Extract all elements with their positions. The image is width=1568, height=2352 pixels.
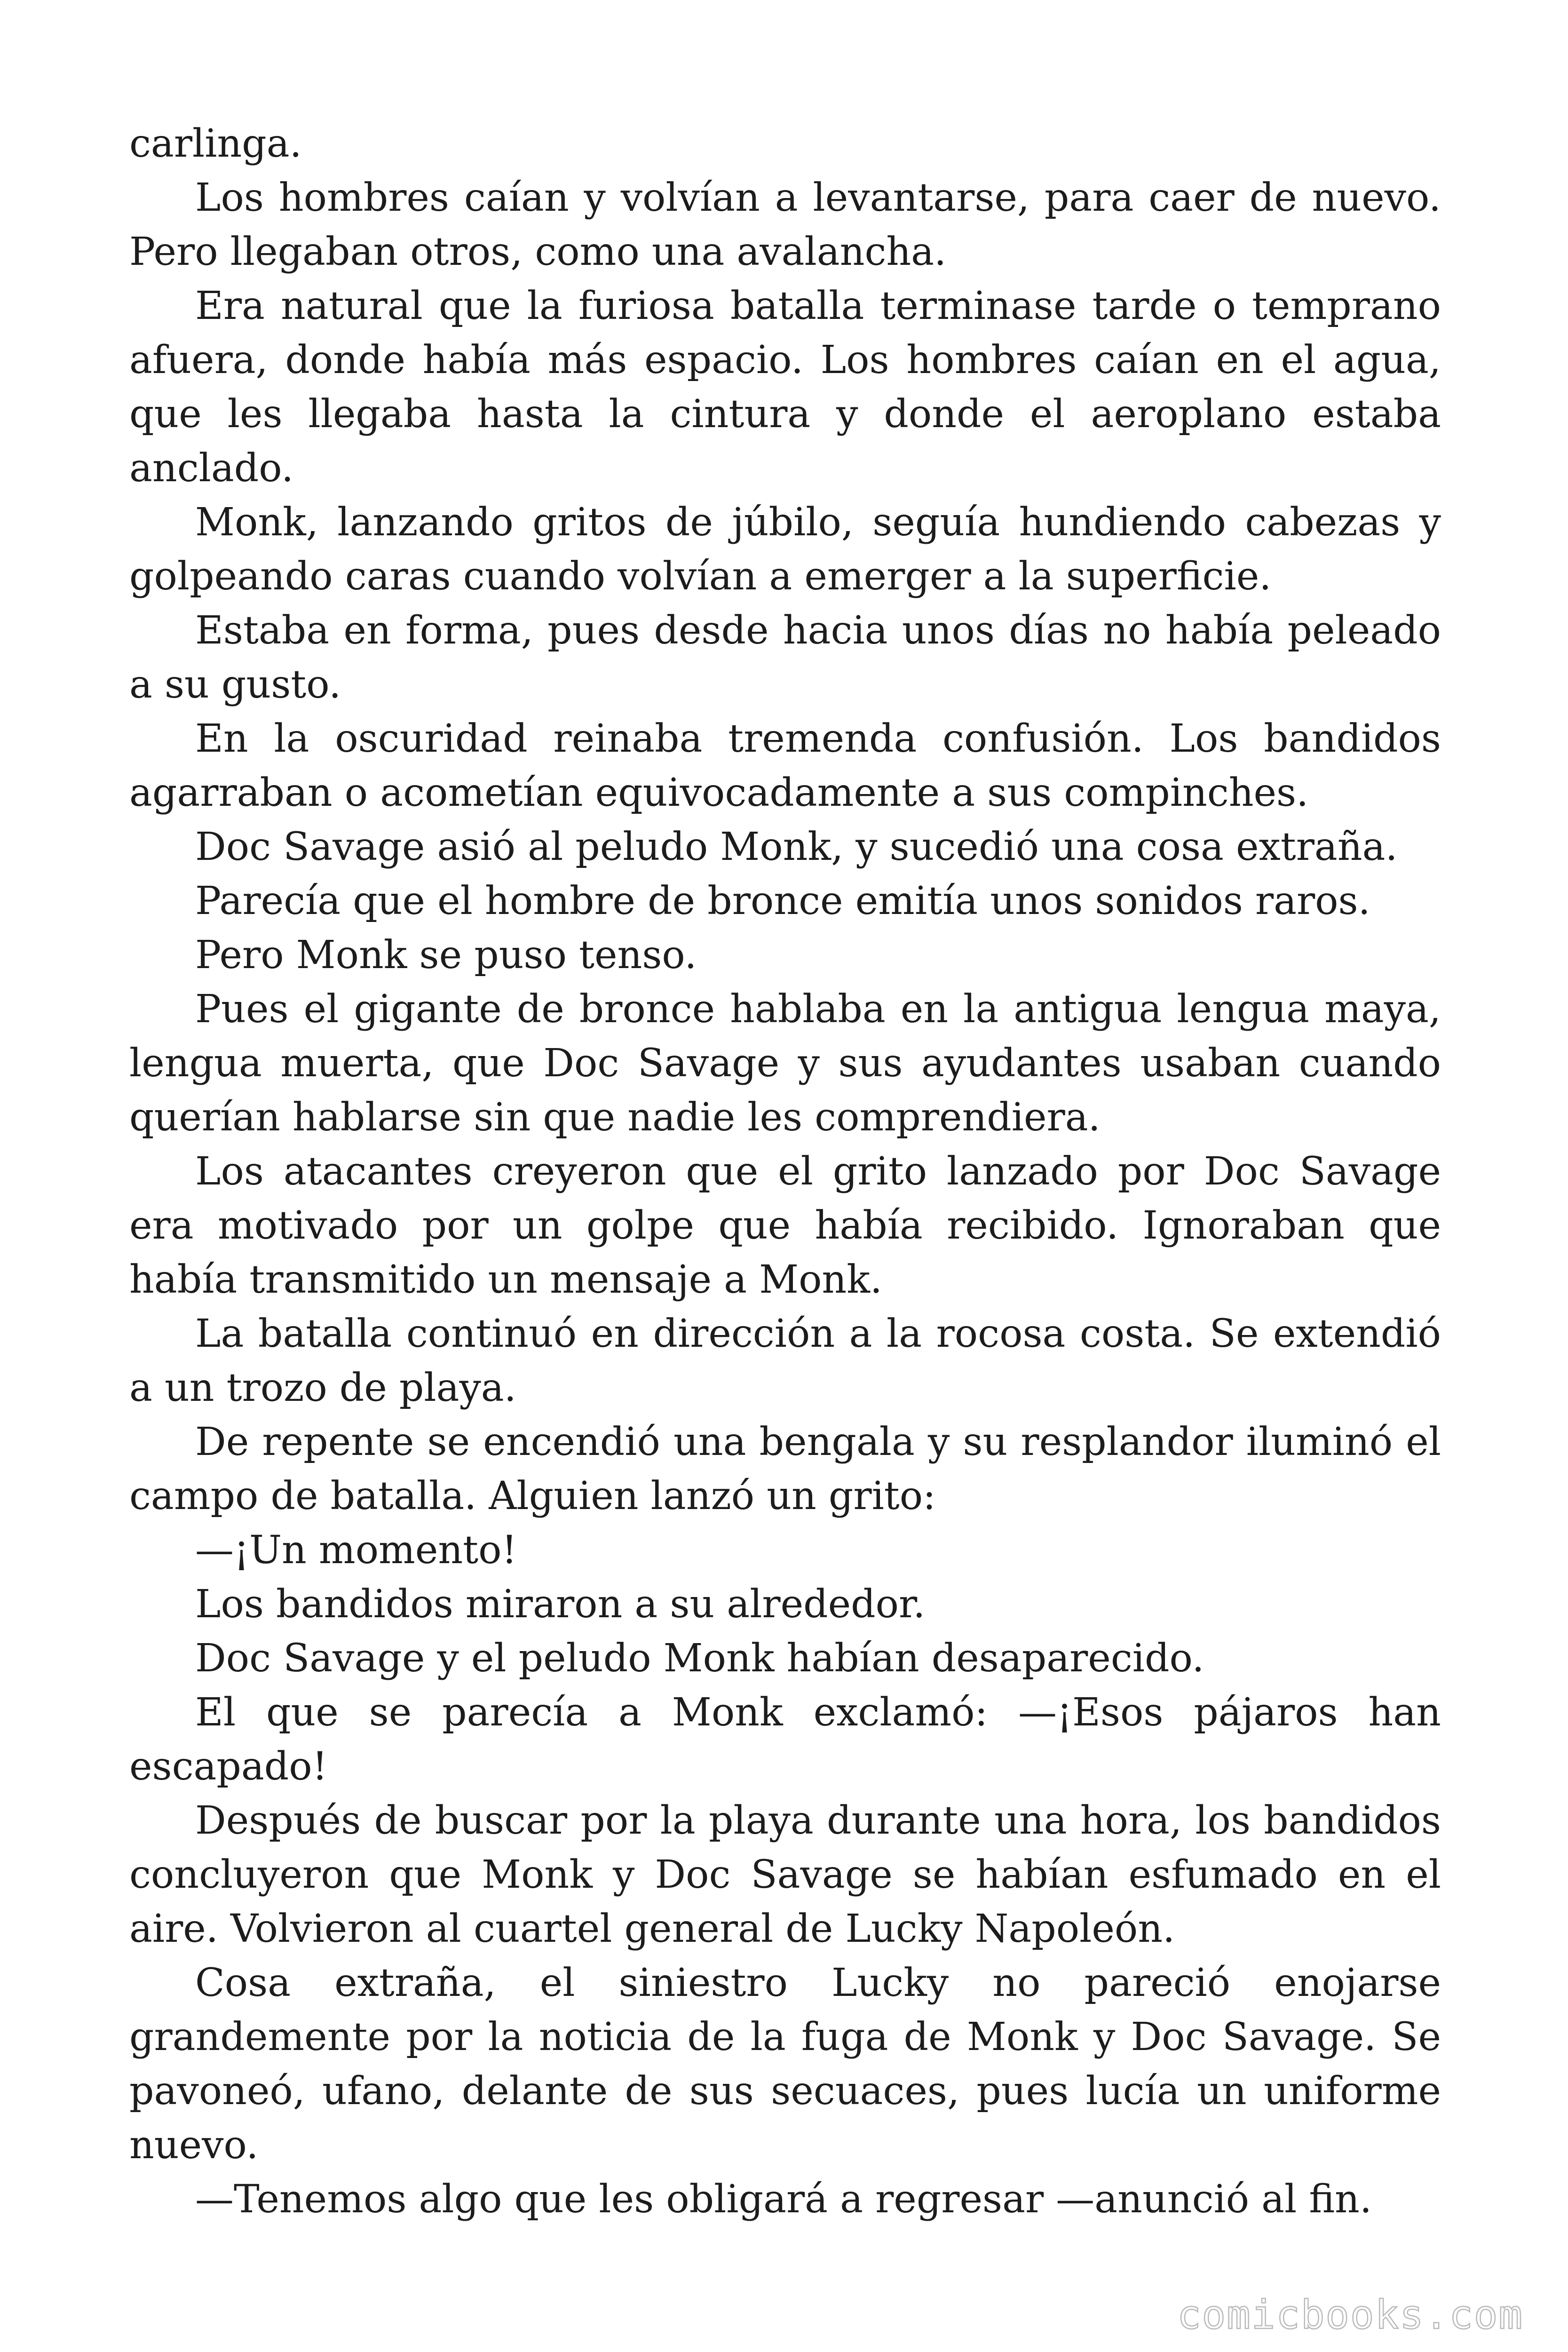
paragraph: Monk, lanzando gritos de júbilo, seguía hundiendo cabezas y golpeando caras cuando volvían a emerger a la superficie. (129, 500, 1441, 599)
paragraph: Los bandidos miraron a su alrededor. (195, 1582, 926, 1627)
paragraph: Los hombres caían y volvían a levantarse, para caer de nuevo. Pero llegaban otros, como una avalancha. (129, 175, 1441, 274)
paragraph: Doc Savage asió al peludo Monk, y sucedió una cosa extraña. (195, 825, 1398, 869)
watermark: comicbooks.com (1177, 2292, 1523, 2338)
paragraph: carlinga. (129, 121, 302, 166)
paragraph: Era natural que la furiosa batalla terminase tarde o temprano afuera, donde había más espacio. Los hombres caían en el agua, que les llegaba hasta la cintura y donde el aeroplano estaba anclado. (129, 284, 1441, 491)
paragraph: Pues el gigante de bronce hablaba en la antigua lengua maya, lengua muerta, que Doc Savage y sus ayudantes usaban cuando querían hablarse sin que nadie les comprendiera. (129, 987, 1441, 1140)
paragraph: Cosa extraña, el siniestro Lucky no pareció enojarse grandemente por la noticia de la fuga de Monk y Doc Savage. Se pavoneó, ufano, delante de sus secuaces, pues lucía un uniforme nuevo. (129, 1961, 1441, 2168)
paragraph: Doc Savage y el peludo Monk habían desaparecido. (195, 1636, 1204, 1681)
paragraph: —¡Un momento! (195, 1528, 517, 1573)
paragraph: En la oscuridad reinaba tremenda confusión. Los bandidos agarraban o acometían equivocadamente a sus compinches. (129, 716, 1441, 815)
paragraph: Pero Monk se puso tenso. (195, 933, 697, 977)
paragraph: Los atacantes creyeron que el grito lanzado por Doc Savage era motivado por un golpe que había recibido. Ignoraban que había transmitido un mensaje a Monk. (129, 1149, 1441, 1302)
paragraph: El que se parecía a Monk exclamó: —¡Esos pájaros han escapado! (129, 1690, 1441, 1789)
book-page-text (129, 117, 1441, 2226)
paragraph: La batalla continuó en dirección a la rocosa costa. Se extendió a un trozo de playa. (129, 1311, 1441, 1410)
paragraph: Estaba en forma, pues desde hacia unos días no había peleado a su gusto. (129, 608, 1441, 707)
paragraph: Parecía que el hombre de bronce emitía unos sonidos raros. (195, 879, 1370, 923)
paragraph: —Tenemos algo que les obligará a regresar —anunció al fin. (195, 2177, 1372, 2222)
paragraph: Después de buscar por la playa durante una hora, los bandidos concluyeron que Monk y Doc Savage se habían esfumado en el aire. Volvieron al cuartel general de Lucky Napoleón. (129, 1798, 1441, 1951)
paragraph: De repente se encendió una bengala y su resplandor iluminó el campo de batalla. Alguien lanzó un grito: (129, 1420, 1441, 1518)
